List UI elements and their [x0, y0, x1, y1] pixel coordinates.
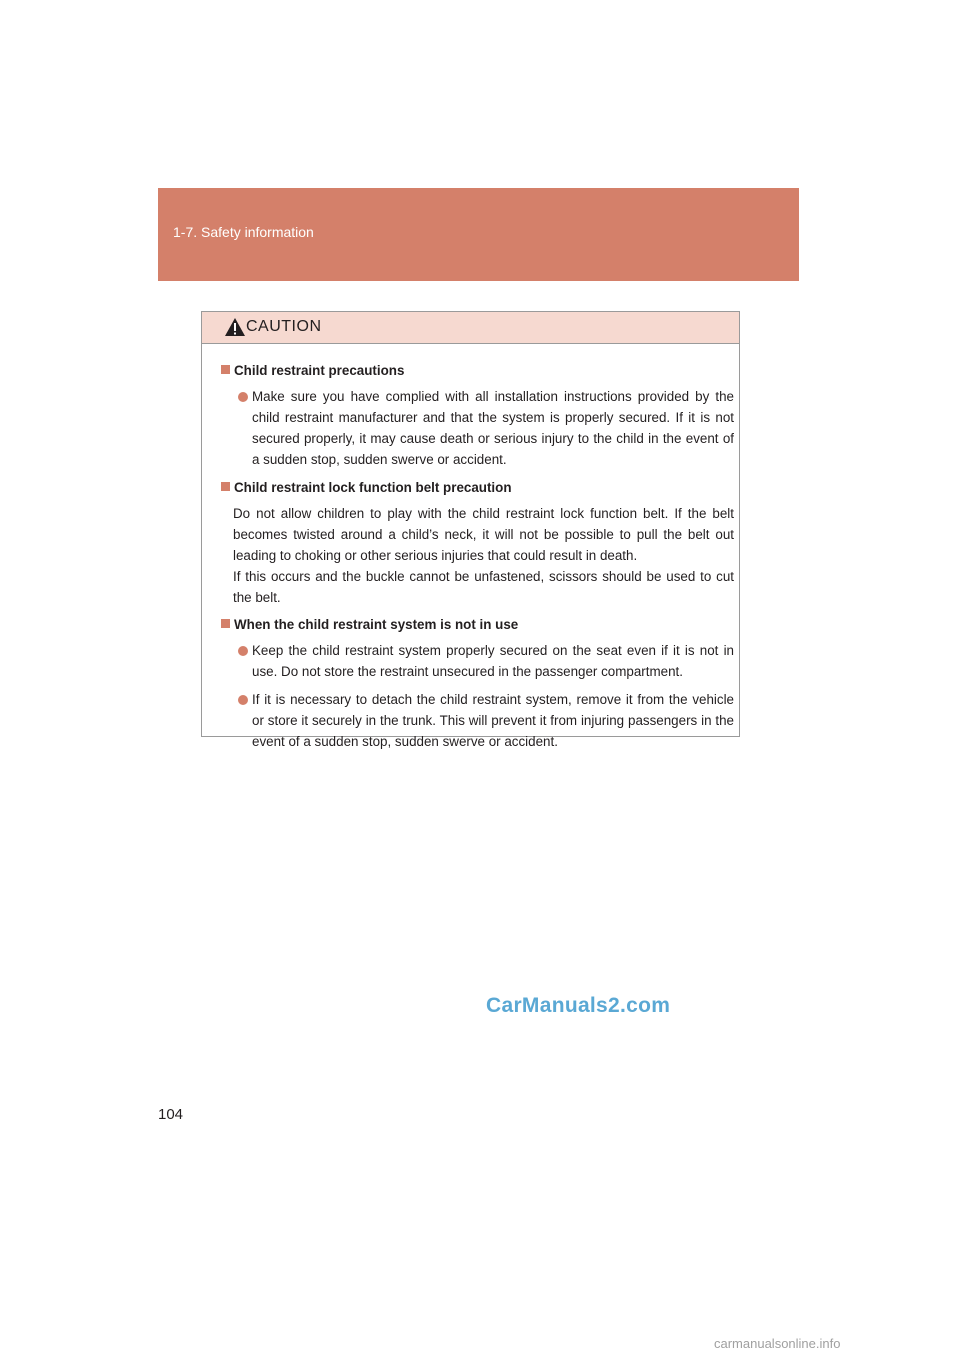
footer-watermark: carmanualsonline.info [714, 1336, 841, 1351]
round-bullet-icon [238, 695, 248, 705]
caution-box [201, 311, 740, 749]
square-bullet-icon [221, 482, 230, 491]
section-heading: Child restraint lock function belt precaution [221, 477, 734, 498]
paragraph: If this occurs and the buckle cannot be unfastened, scissors should be used to cut the belt. [233, 569, 734, 605]
section-heading: When the child restraint system is not in use [221, 614, 734, 635]
header-band [158, 188, 799, 281]
warning-icon [224, 317, 246, 337]
paragraph: Do not allow children to play with the child restraint lock function belt. If the belt becomes twisted around a child’s neck, it will not be possible to pull the belt out leading to choking or other serious injuries that could result in death. [233, 506, 734, 563]
section-title: 1-7. Safety information [173, 224, 314, 240]
caution-body [202, 344, 739, 752]
round-bullet-icon [238, 646, 248, 656]
watermark-logo: CarManuals2.com [486, 994, 671, 1017]
page-number: 104 [158, 1106, 184, 1123]
bullet-item: Keep the child restraint system properly secured on the seat even if it is not in use. Do not store the restraint unsecured in the passenger compartment. [221, 640, 734, 682]
round-bullet-icon [238, 392, 248, 402]
square-bullet-icon [221, 619, 230, 628]
bullet-item: Make sure you have complied with all installation instructions provided by the child restraint manufacturer and that the system is properly secured. If it is not secured properly, it may cause death or serious injury to the child in the event of a sudden stop, sudden swerve or accident. [221, 386, 734, 470]
caution-label: CAUTION [246, 318, 322, 335]
caution-header [202, 312, 739, 344]
section-heading: Child restraint precautions [221, 360, 734, 381]
bullet-item: If it is necessary to detach the child restraint system, remove it from the vehicle or store it securely in the trunk. This will prevent it from injuring passengers in the event of a sudden stop, sudden swerve or accident. [221, 689, 734, 752]
square-bullet-icon [221, 365, 230, 374]
